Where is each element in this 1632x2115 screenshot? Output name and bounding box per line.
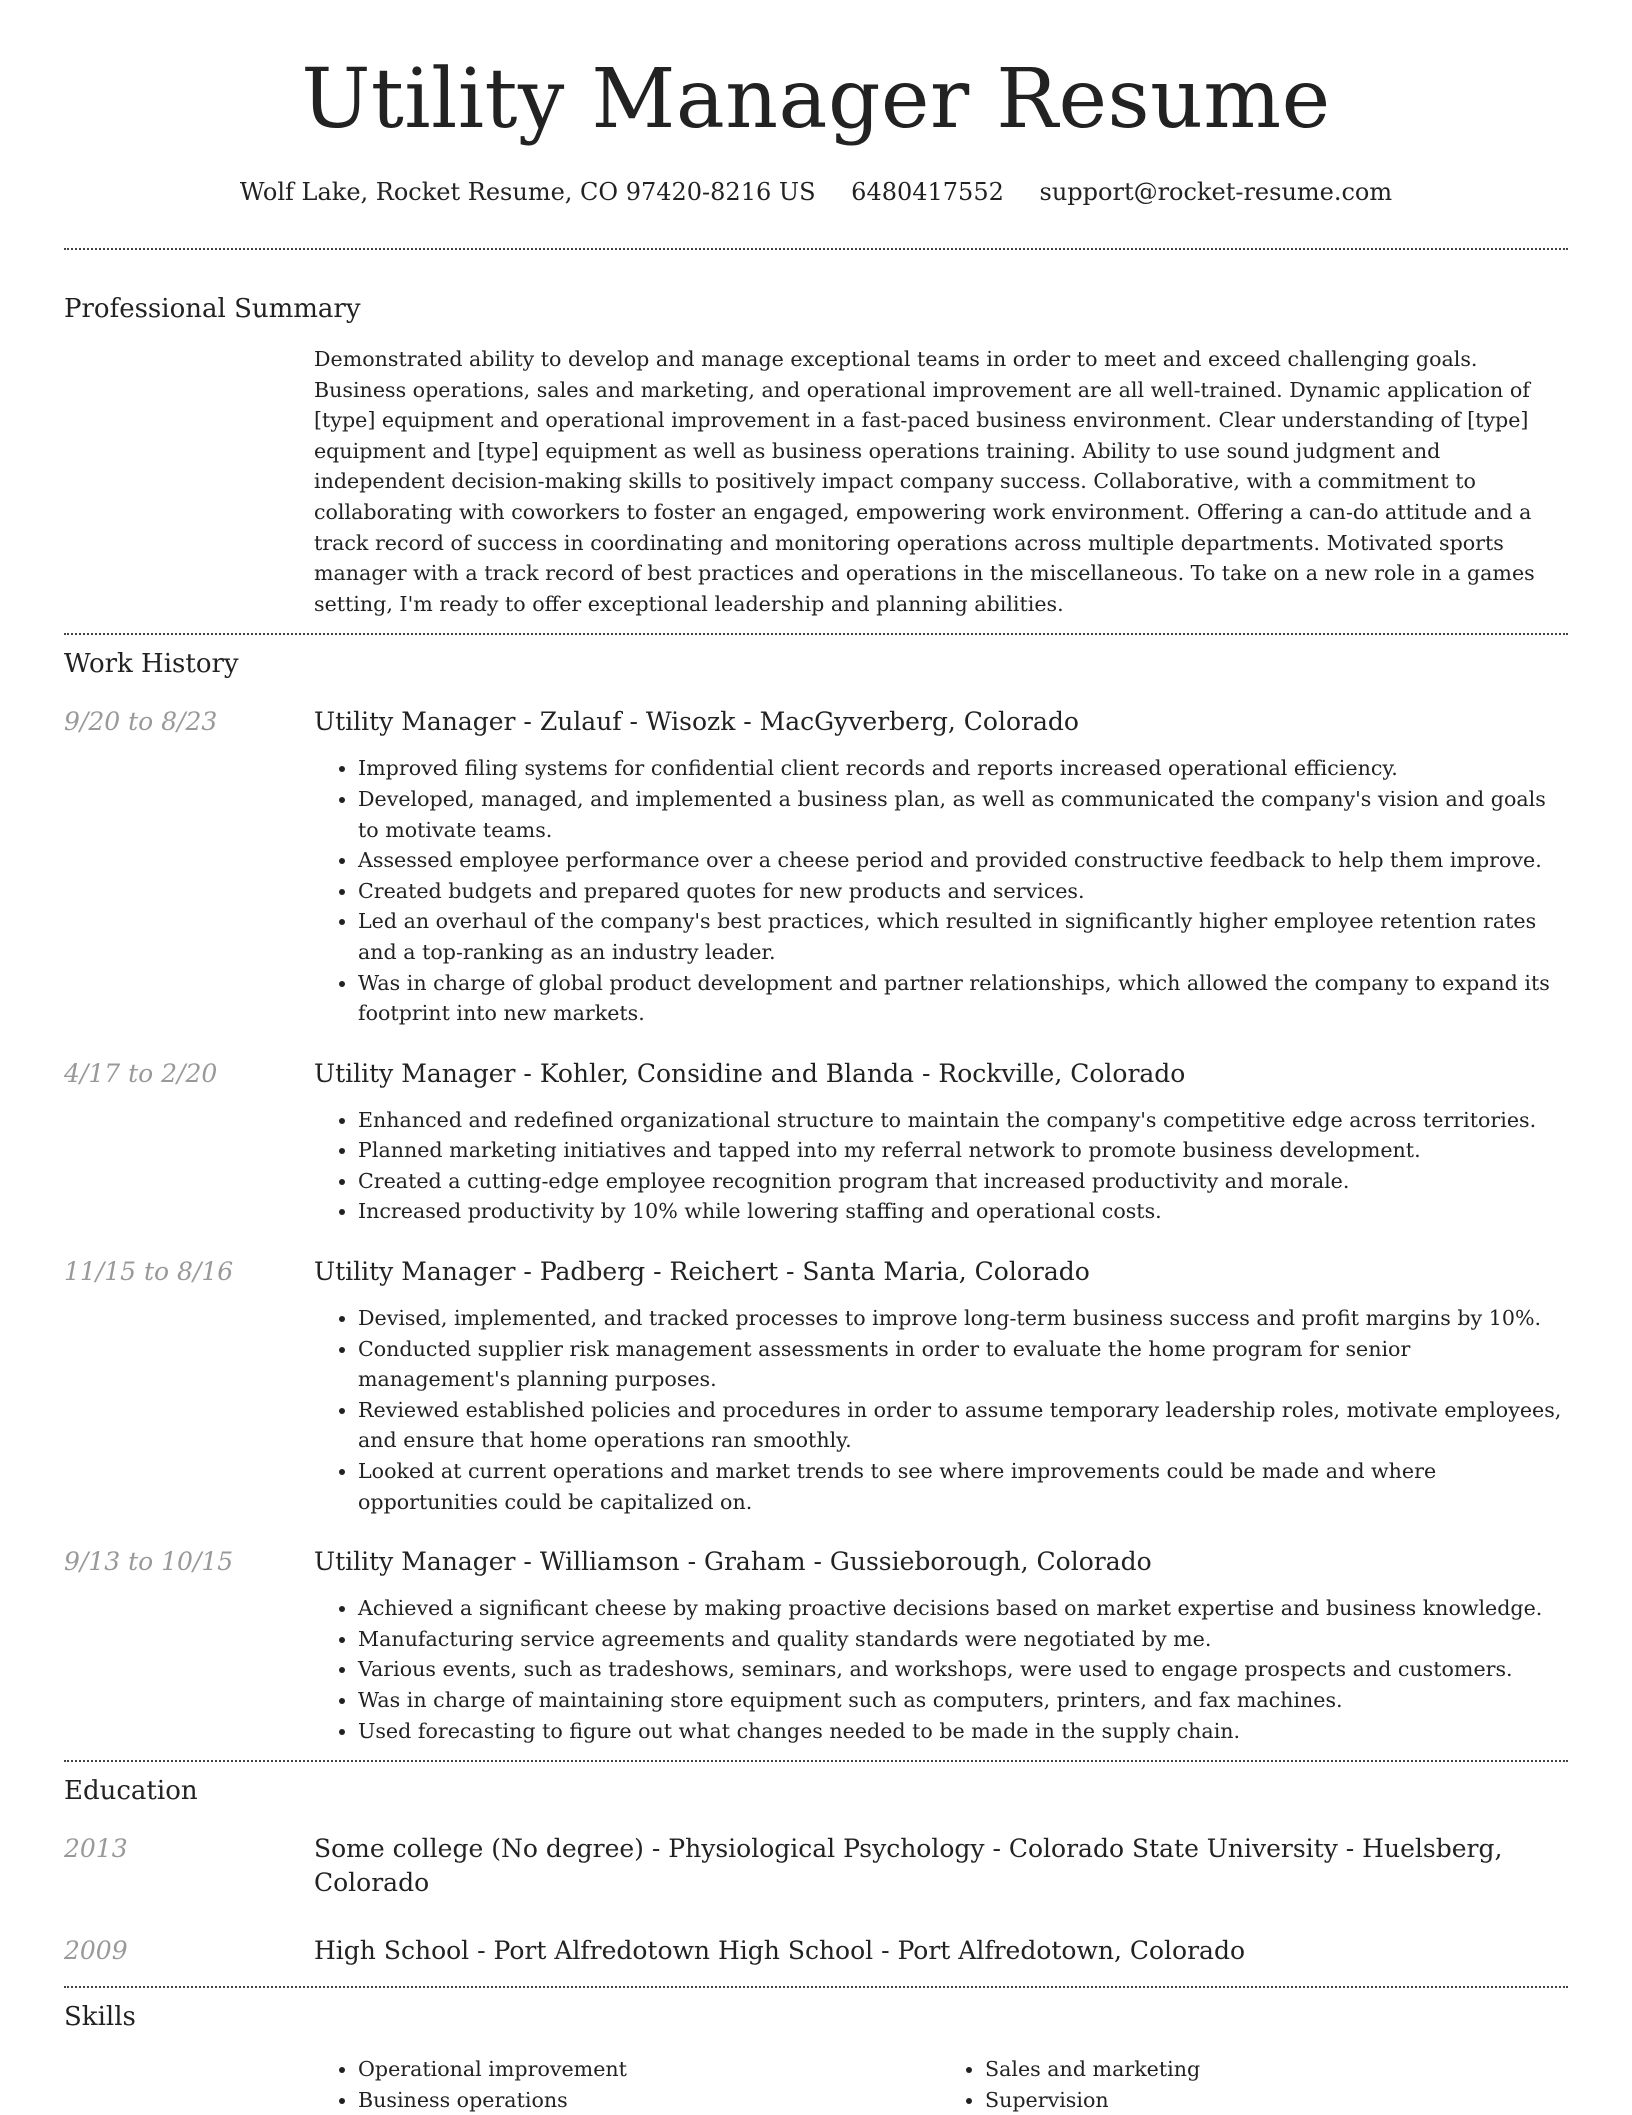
work-history-section <box>64 647 1568 1746</box>
skills-column-left <box>314 2054 941 2115</box>
skills-heading: Skills <box>64 2002 136 2033</box>
list-item: • Assessed employee performance over a cheese period and provided constructive feedback to help them improve. <box>358 845 1568 876</box>
job-bullets <box>314 753 1568 1028</box>
list-item: • Manufacturing service agreements and quality standards were negotiated by me. <box>358 1624 1568 1655</box>
list-item: • Supervision <box>985 2085 1568 2115</box>
job-dates: 11/15 to 8/16 <box>64 1257 234 1287</box>
education-heading: Education <box>64 1776 198 1807</box>
list-item: • Improved filing systems for confidential client records and reports increased operational efficiency. <box>358 753 1568 784</box>
list-item: • Reviewed established policies and procedures in order to assume temporary leadership roles, motivate employees, and ensure that home operations ran smoothly. <box>358 1395 1568 1456</box>
list-item: • Various events, such as tradeshows, seminars, and workshops, were used to engage prospects and customers. <box>358 1654 1568 1685</box>
job-entry <box>64 1255 1568 1517</box>
job-bullets <box>314 1303 1568 1517</box>
list-item: • Created budgets and prepared quotes for new products and services. <box>358 876 1568 907</box>
contact-email: support@rocket-resume.com <box>1039 178 1393 206</box>
skills-column-right <box>941 2054 1568 2115</box>
list-item: • Achieved a significant cheese by making proactive decisions based on market expertise and business knowledge. <box>358 1593 1568 1624</box>
job-dates: 4/17 to 2/20 <box>64 1058 218 1088</box>
summary-text: Demonstrated ability to develop and manage exceptional teams in order to meet and exceed challenging goals. Business operations, sales and marketing, and operational improvement are all well-trained. Dynamic application of [type] equipment and operational improvement in a fast-paced business environment. Clear understanding of [type] equipment and [type] equipment as well as business operations training. Ability to use sound judgment and independent decision-making skills to positively impact company success. Collaborative, with a commitment to collaborating with coworkers to foster an engaged, empowering work environment. Offering a can-do attitude and a track record of success in coordinating and monitoring operations across multiple departments. Motivated sports manager with a track record of best practices and operations in the miscellaneous. To take on a new role in a games setting, I'm ready to offer exceptional leadership and planning abilities. <box>314 347 1535 616</box>
job-entry <box>64 1545 1568 1746</box>
education-section <box>64 1774 1568 1968</box>
list-item: • Operational improvement <box>358 2054 941 2085</box>
list-item: • Used forecasting to figure out what changes needed to be made in the supply chain. <box>358 1716 1568 1747</box>
contact-line <box>64 176 1568 208</box>
summary-heading: Professional Summary <box>64 294 361 324</box>
job-title: Utility Manager - Padberg - Reichert - Santa Maria, Colorado <box>314 1257 1090 1287</box>
list-item: • Business operations <box>358 2085 941 2115</box>
list-item: • Conducted supplier risk management assessments in order to evaluate the home program for senior management's planning purposes. <box>358 1334 1568 1395</box>
list-item: • Led an overhaul of the company's best practices, which resulted in significantly higher employee retention rates and a top-ranking as an industry leader. <box>358 906 1568 967</box>
job-dates: 9/20 to 8/23 <box>64 707 218 737</box>
list-item: • Sales and marketing <box>985 2054 1568 2085</box>
education-entry <box>64 1832 1568 1900</box>
education-entry <box>64 1934 1568 1968</box>
list-item: • Was in charge of maintaining store equipment such as computers, printers, and fax machines. <box>358 1685 1568 1716</box>
section-divider <box>64 1760 1568 1762</box>
education-year: 2013 <box>64 1834 128 1864</box>
section-divider <box>64 633 1568 635</box>
list-item: • Increased productivity by 10% while lowering staffing and operational costs. <box>358 1196 1568 1227</box>
skills-section <box>64 2000 1568 2115</box>
work-history-heading: Work History <box>64 649 239 680</box>
resume-title: Utility Manager Resume <box>301 52 1331 147</box>
job-bullets <box>314 1105 1568 1227</box>
education-detail: High School - Port Alfredotown High School - Port Alfredotown, Colorado <box>314 1936 1246 1966</box>
job-entry <box>64 1057 1568 1227</box>
job-title: Utility Manager - Zulauf - Wisozk - MacGyverberg, Colorado <box>314 707 1079 737</box>
contact-address: Wolf Lake, Rocket Resume, CO 97420-8216 US <box>239 178 816 206</box>
section-divider <box>64 1986 1568 1988</box>
summary-section <box>64 292 1568 619</box>
job-title: Utility Manager - Kohler, Considine and Blanda - Rockville, Colorado <box>314 1058 1186 1088</box>
list-item: • Was in charge of global product development and partner relationships, which allowed the company to expand its footprint into new markets. <box>358 968 1568 1029</box>
education-year: 2009 <box>64 1936 128 1966</box>
skills-list <box>314 2054 1568 2115</box>
section-divider <box>64 248 1568 250</box>
list-item: • Developed, managed, and implemented a business plan, as well as communicated the company's vision and goals to motivate teams. <box>358 784 1568 845</box>
contact-phone: 6480417552 <box>851 178 1004 206</box>
job-bullets <box>314 1593 1568 1746</box>
list-item: • Devised, implemented, and tracked processes to improve long-term business success and profit margins by 10%. <box>358 1303 1568 1334</box>
list-item: • Planned marketing initiatives and tapped into my referral network to promote business development. <box>358 1135 1568 1166</box>
list-item: • Created a cutting-edge employee recognition program that increased productivity and morale. <box>358 1166 1568 1197</box>
job-entry <box>64 705 1568 1028</box>
list-item: • Looked at current operations and market trends to see where improvements could be made and where opportunities could be capitalized on. <box>358 1456 1568 1517</box>
job-dates: 9/13 to 10/15 <box>64 1547 234 1577</box>
list-item: • Enhanced and redefined organizational structure to maintain the company's competitive edge across territories. <box>358 1105 1568 1136</box>
education-detail: Some college (No degree) - Physiological Psychology - Colorado State University - Huelsberg, Colorado <box>314 1834 1503 1898</box>
job-title: Utility Manager - Williamson - Graham - Gussieborough, Colorado <box>314 1547 1152 1577</box>
